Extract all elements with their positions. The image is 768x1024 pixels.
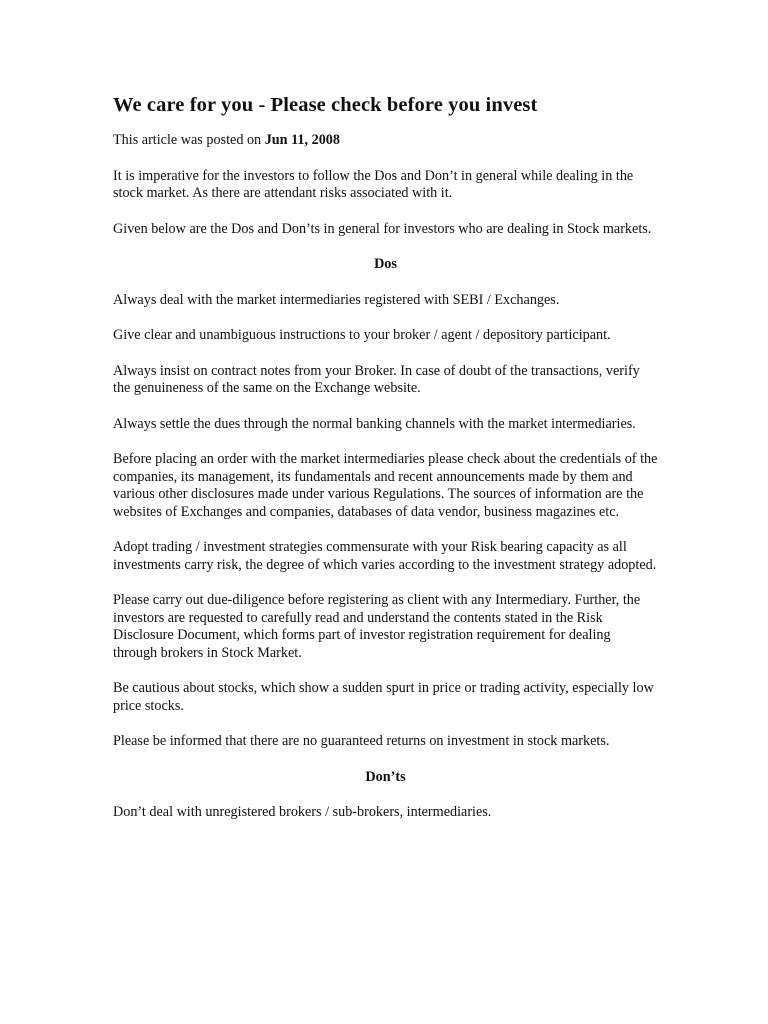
dos-item: Always settle the dues through the normal banking channels with the market intermediaries. [113,415,636,432]
dos-item: Always deal with the market intermediaries registered with SEBI / Exchanges. [113,291,560,308]
dos-item: Be cautious about stocks, which show a sudden spurt in price or trading activity, especially low price stocks. [113,680,654,714]
dos-item: Before placing an order with the market intermediaries please check about the credentials of the companies, its management, its fundamentals and recent announcements made by them and various other disclosures made under various Regulations. The sources of information are the websites of Exchanges and companies, databases of data vendor, business magazines etc. [113,451,658,520]
dos-item: Please be informed that there are no guaranteed returns on investment in stock markets. [113,733,610,749]
article-title: We care for you - Please check before you invest [113,94,538,116]
dos-item: Give clear and unambiguous instructions to your broker / agent / depository participant. [113,327,611,343]
dos-heading: Dos [374,256,397,272]
donts-heading: Don’ts [365,768,406,785]
dos-item: Please carry out due-diligence before registering as client with any Intermediary. Further, the investors are requested to carefully read and understand the contents stated in the Risk Disclosure Document, which forms part of investor registration requirement for dealing through brokers in Stock Market. [113,592,641,661]
dos-item: Always insist on contract notes from your Broker. In case of doubt of the transactions, verify the genuineness of the same on the Exchange website. [113,362,640,396]
posted-prefix: This article was posted on [113,132,265,148]
intro-paragraph: It is imperative for the investors to follow the Dos and Don’t in general while dealing in the stock market. As there are attendant risks associated with it. [113,167,634,201]
posted-date: Jun 11, 2008 [264,132,340,148]
intro-paragraph: Given below are the Dos and Don’ts in general for investors who are dealing in Stock markets. [113,220,652,237]
posted-line [113,132,658,150]
dos-item: Adopt trading / investment strategies commensurate with your Risk bearing capacity as all investments carry risk, the degree of which varies according to the investment strategy adopted. [113,539,657,573]
donts-item: Don’t deal with unregistered brokers / sub-brokers, intermediaries. [113,804,492,820]
